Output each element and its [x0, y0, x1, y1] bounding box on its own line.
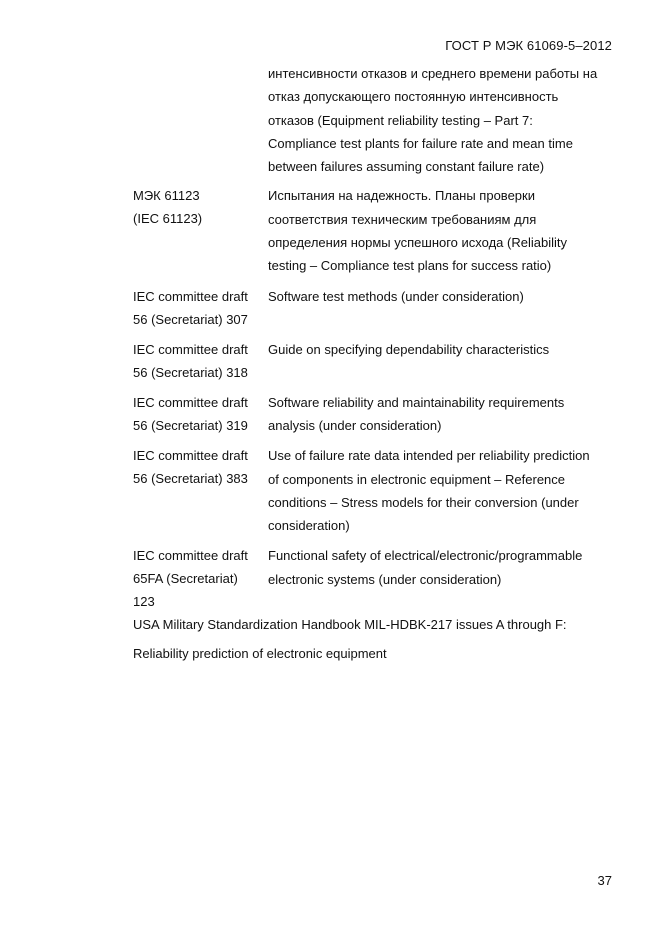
entry-title-line: Испытания на надежность. Планы проверки — [268, 188, 535, 204]
entry-title-line: интенсивности отказов и среднего времени работы на — [268, 66, 598, 81]
entry-title-line: Software reliability and maintainability requirements — [268, 394, 565, 410]
entry-reference-line: 56 (Secretariat) 383 — [133, 471, 248, 487]
entry-title — [268, 184, 613, 277]
entry-title-line: соответствия техническим требованиям для — [268, 211, 537, 227]
entry-title-line: Functional safety of electrical/electronic/programmable — [268, 548, 583, 564]
bibliography-entry — [133, 338, 613, 384]
entry-reference-line: 65FA (Secretariat) — [133, 571, 238, 587]
entry-title-line: Software test methods (under consideration) — [268, 288, 524, 304]
bibliography-entry — [133, 62, 613, 178]
entry-reference — [133, 285, 268, 331]
entry-reference-line: (IEC 61123) — [133, 211, 203, 227]
entry-reference — [133, 62, 268, 178]
entry-reference — [133, 391, 268, 438]
entry-reference — [133, 544, 268, 613]
entry-title-line: consideration) — [268, 518, 350, 534]
entry-title — [268, 62, 613, 178]
page-number: 37 — [597, 873, 612, 888]
entry-reference-line: IEC committee draft — [133, 394, 248, 410]
handbook-reference: USA Military Standardization Handbook MIL-HDBK-217 issues A through F: — [133, 617, 567, 632]
entry-reference — [133, 338, 268, 384]
entry-reference-line: IEC committee draft — [133, 548, 248, 564]
entry-reference-line: IEC committee draft — [133, 341, 248, 357]
bibliography-entry — [133, 184, 613, 277]
entry-reference-line: 123 — [133, 594, 155, 610]
document-header: ГОСТ Р МЭК 61069-5–2012 — [445, 38, 612, 53]
entry-title — [268, 391, 613, 438]
entry-title-line: Use of failure rate data intended per reliability prediction — [268, 448, 590, 464]
entry-reference — [133, 444, 268, 537]
entry-title-line: Guide on specifying dependability characteristics — [268, 341, 550, 357]
bibliography-list — [133, 62, 613, 620]
bibliography-entry — [133, 285, 613, 331]
entry-reference-line: 56 (Secretariat) 318 — [133, 364, 248, 380]
entry-title — [268, 285, 613, 331]
bibliography-entry — [133, 444, 613, 537]
entry-title — [268, 338, 613, 384]
entry-title-line: отказов (Equipment reliability testing – Part 7: — [268, 112, 533, 128]
entry-title-line: of components in electronic equipment – Reference — [268, 471, 566, 487]
entry-title-line: testing – Compliance test plans for success ratio) — [268, 258, 552, 274]
entry-title-line: electronic systems (under consideration) — [268, 571, 502, 587]
entry-reference-line: IEC committee draft — [133, 448, 248, 464]
entry-title-line: between failures assuming constant failure rate) — [268, 159, 545, 175]
entry-reference-line: МЭК 61123 — [133, 188, 200, 204]
bibliography-entry — [133, 391, 613, 438]
entry-reference-line: 56 (Secretariat) 307 — [133, 311, 248, 327]
handbook-title: Reliability prediction of electronic equipment — [133, 646, 387, 661]
entry-reference-line: 56 (Secretariat) 319 — [133, 417, 248, 433]
entry-title — [268, 544, 613, 613]
entry-title-line: analysis (under consideration) — [268, 417, 442, 433]
entry-title-line: Compliance test plants for failure rate and mean time — [268, 135, 573, 151]
entry-title-line: conditions – Stress models for their conversion (under — [268, 494, 579, 510]
entry-reference — [133, 184, 268, 277]
entry-title — [268, 444, 613, 537]
entry-title-line: отказ допускающего постоянную интенсивность — [268, 89, 559, 105]
entry-reference-line: IEC committee draft — [133, 288, 248, 304]
bibliography-entry — [133, 544, 613, 613]
entry-title-line: определения нормы успешного исхода (Reliability — [268, 235, 567, 251]
